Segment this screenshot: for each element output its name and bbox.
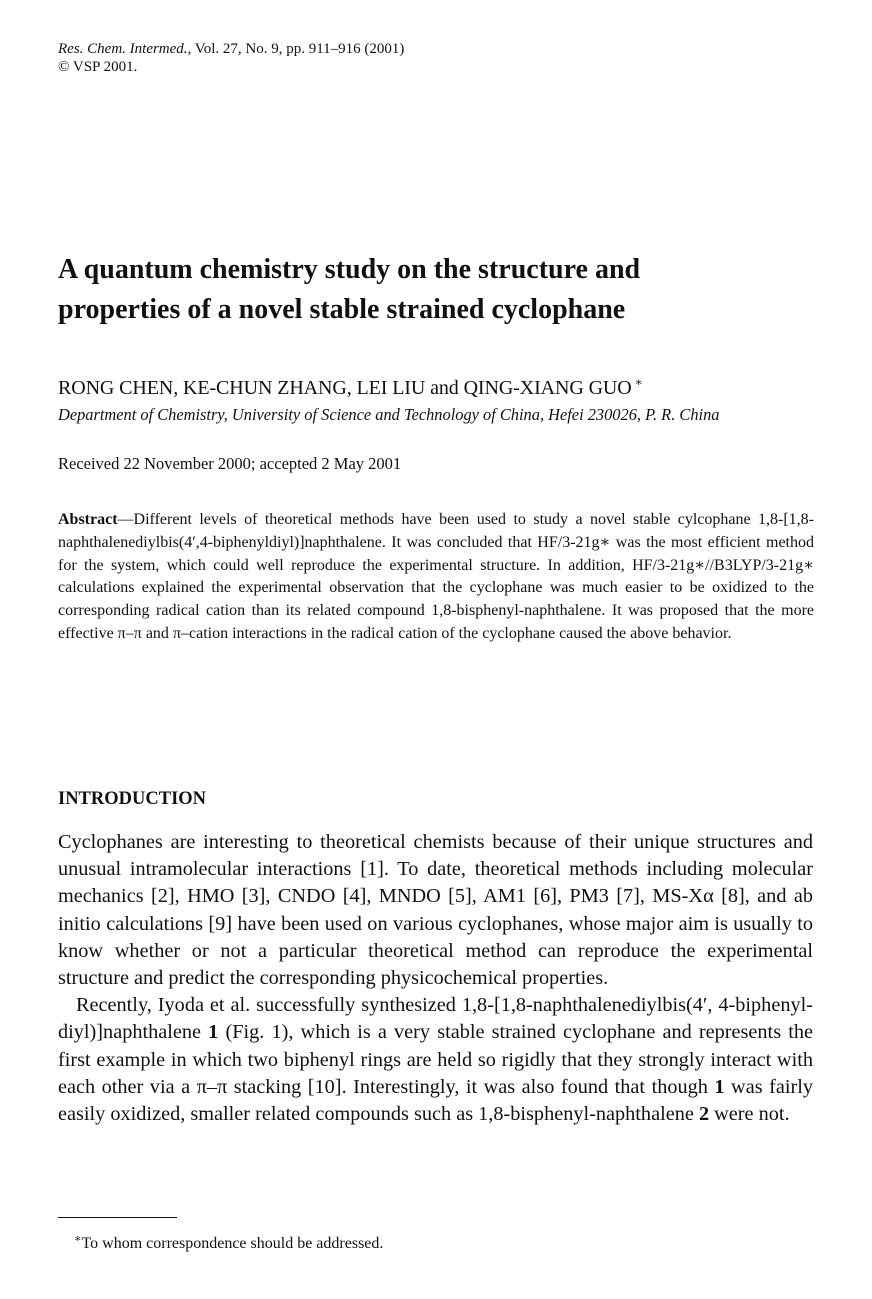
compound-1-label: 1 [208, 1021, 219, 1044]
intro-p2-part-c: was fairly easily oxidized, smaller related compounds such as 1,8-bisphenyl-naphthalene [58, 1075, 813, 1126]
journal-citation [58, 40, 404, 58]
footnote-rule [58, 1217, 177, 1218]
footnote-mark: ∗ [74, 1233, 82, 1245]
paper-title [58, 250, 778, 330]
journal-copyright: © VSP 2001. [58, 59, 138, 75]
author-list [58, 369, 643, 401]
abstract-text: —Different levels of theoretical methods have been used to study a novel stable cylcophane 1,8-[1,8-naphthalenediylbis(4′,4-biphenyldiyl)]naphthalene. It was concluded that HF/3-21g∗ was the most efficient method for the system, which could well reproduce the experimental structure. In addition, HF/3-21g∗//B3LYP/3-21g∗ calculations explained the experimental observation that the cyclophane was much easier to be oxidized to the corresponding radical cation than its related compound 1,8-bisphenyl-naphthalene. It was proposed that the more effective π–π and π–cation interactions in the radical cation of the cyclophane caused the above behavior. [58, 511, 814, 642]
corresponding-author-mark: ∗ [634, 375, 643, 389]
journal-header [58, 40, 404, 76]
footnote-text: To whom correspondence should be addressed. [81, 1235, 384, 1252]
title-line-2: properties of a novel stable strained cyclophane [58, 294, 626, 325]
compound-1-label-2: 1 [714, 1075, 725, 1098]
affiliation: Department of Chemistry, University of Science and Technology of China, Hefei 230026, P. R. China [58, 405, 720, 424]
abstract [58, 509, 814, 646]
title-line-1: A quantum chemistry study on the structure and [58, 254, 641, 285]
compound-2-label: 2 [698, 1103, 710, 1126]
journal-name: Res. Chem. Intermed. [58, 41, 188, 57]
intro-p2-part-a: Recently, Iyoda et al. successfully synthesized 1,8-[1,8-naphthalenediylbis(4′, 4-biphenyl-diyl)]naphthalene [58, 994, 813, 1044]
journal-volume: , Vol. 27, No. 9, pp. 911–916 (2001) [187, 41, 405, 57]
intro-p2-part-d: were not. [709, 1103, 790, 1126]
received-dates: Received 22 November 2000; accepted 2 May 2001 [58, 454, 402, 473]
section-heading-introduction: INTRODUCTION [58, 789, 207, 809]
intro-paragraph-2 [58, 992, 813, 1128]
abstract-label: Abstract [58, 511, 118, 528]
intro-paragraph-1: Cyclophanes are interesting to theoretical chemists because of their unique structures and unusual intramolecular interactions [1]. To date, theoretical methods including molecular mechanics [2], HMO [3], CNDO [4], MNDO [5], AM1 [6], PM3 [7], MS-Xα [8], and ab initio calculations [9] have been used on various cyclophanes, whose major aim is usually to know whether or not a particular theoretical method can reproduce the experimental structure and predict the corresponding physicochemical properties. [58, 831, 813, 990]
authors-text: RONG CHEN, KE-CHUN ZHANG, LEI LIU and QING-XIANG GUO [58, 377, 632, 399]
intro-p2-part-b: (Fig. 1), which is a very stable strained cyclophane and represents the first example in which two biphenyl rings are held so rigidly that they strongly interact with each other via a π–π stacking [10]. Interestingly, it was also found that though [58, 1021, 813, 1098]
introduction-body [58, 829, 813, 1128]
footnote [74, 1229, 383, 1254]
